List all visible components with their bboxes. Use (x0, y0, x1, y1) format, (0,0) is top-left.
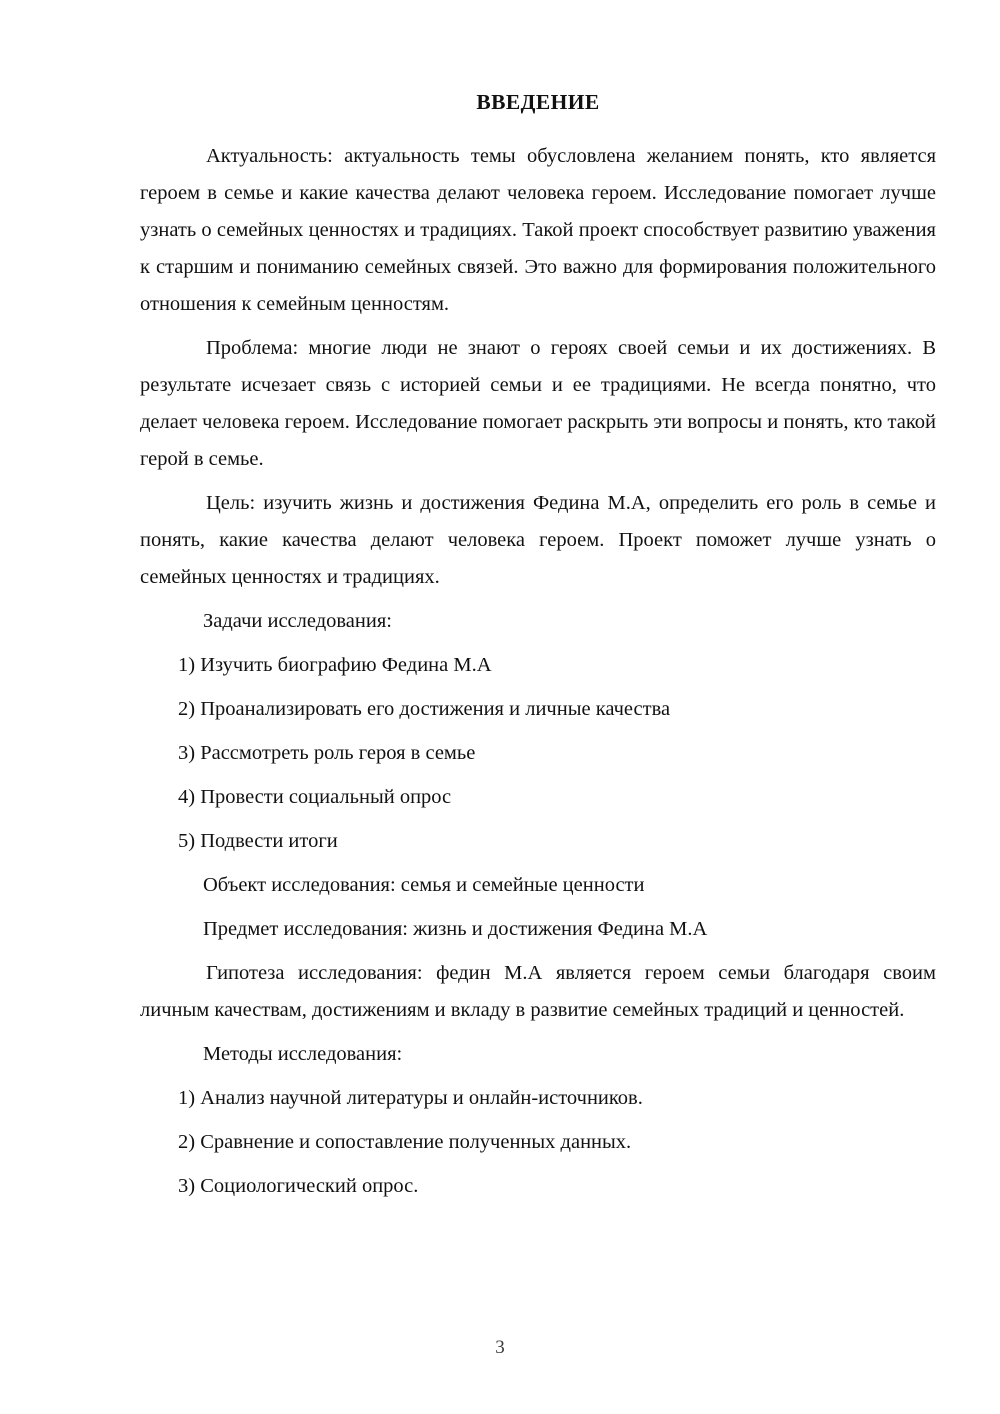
document-block-list (140, 138, 936, 1205)
task-item-1: 1) Изучить биографию Федина М.А (178, 654, 492, 676)
paragraph-hypothesis: Гипотеза исследования: федин М.А является героем семьи благодаря своим личным качествам, достижениям и вкладу в развитие семейных традиций и ценностей. (140, 962, 936, 1021)
task-item-4: 4) Провести социальный опрос (178, 786, 452, 808)
subheading-tasks: Задачи исследования: (203, 610, 392, 632)
method-item-3: 3) Социологический опрос. (178, 1175, 419, 1197)
task-item-5: 5) Подвести итоги (178, 830, 338, 852)
method-item-1: 1) Анализ научной литературы и онлайн-источников. (178, 1087, 643, 1109)
document-body (140, 84, 936, 1212)
subheading-object: Объект исследования: семья и семейные ценности (203, 874, 645, 896)
task-item-3: 3) Рассмотреть роль героя в семье (178, 742, 476, 764)
page-number: 3 (495, 1337, 505, 1358)
paragraph-goal: Цель: изучить жизнь и достижения Федина М.А, определить его роль в семье и понять, какие качества делают человека героем. Проект поможет лучше узнать о семейных ценностях и традициях. (140, 492, 936, 588)
paragraph-problem: Проблема: многие люди не знают о героях своей семьи и их достижениях. В результате исчезает связь с историей семьи и ее традициями. Не всегда понятно, что делает человека героем. Исследование помогает раскрыть эти вопросы и понять, кто такой герой в семье. (140, 337, 936, 470)
subheading-subject: Предмет исследования: жизнь и достижения Федина М.А (203, 918, 708, 940)
subheading-methods: Методы исследования: (203, 1043, 403, 1065)
task-item-2: 2) Проанализировать его достижения и личные качества (178, 698, 671, 720)
paragraph-relevance: Актуальность: актуальность темы обусловлена желанием понять, кто является героем в семье и какие качества делают человека героем. Исследование помогает лучше узнать о семейных ценностях и традициях. Такой проект способствует развитию уважения к старшим и пониманию семейных связей. Это важно для формирования положительного отношения к семейным ценностям. (140, 145, 936, 315)
page-title: ВВЕДЕНИЕ (476, 90, 600, 114)
method-item-2: 2) Сравнение и сопоставление полученных данных. (178, 1131, 632, 1153)
